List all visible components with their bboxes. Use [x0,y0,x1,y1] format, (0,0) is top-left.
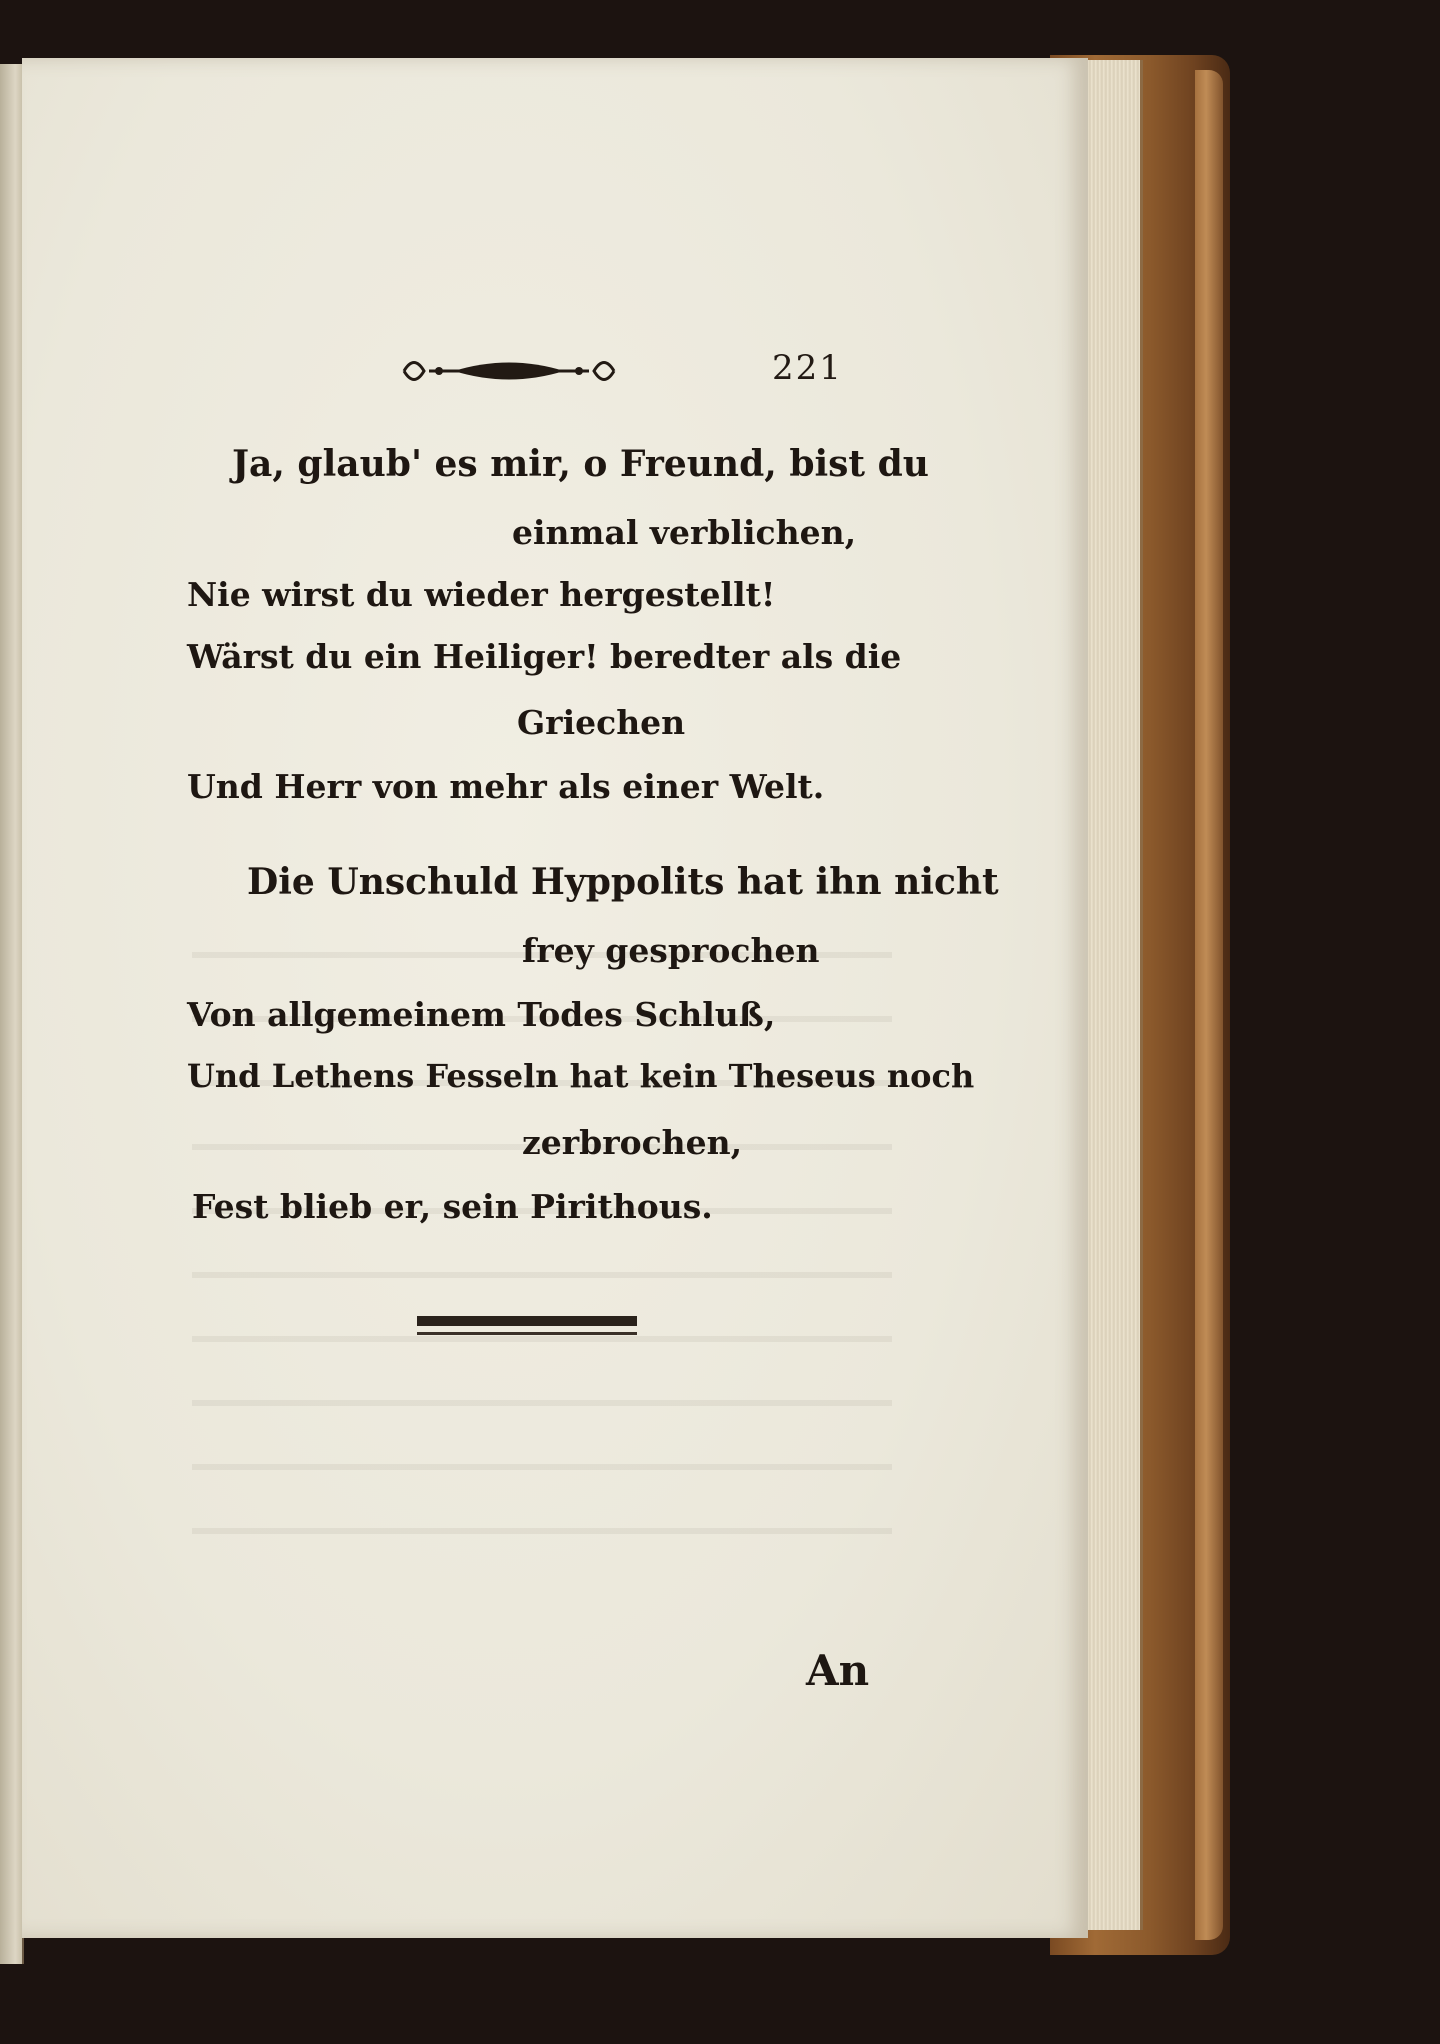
section-divider-thick [417,1316,637,1326]
page-header [22,338,1088,398]
page-block-edge [1080,60,1143,1930]
poem-line: Ja, glaub' es mir, o Freund, bist du [232,443,929,485]
ornament-icon [394,346,624,396]
section-divider-thin [417,1332,637,1335]
poem-line: frey gesprochen [522,931,820,970]
facing-page-edge [0,64,24,1964]
poem-line: einmal verblichen, [512,513,857,552]
poem-line: Und Herr von mehr als einer Welt. [187,767,825,806]
poem-line: Griechen [517,703,686,742]
book-page [22,58,1088,1938]
cover-edge [1195,70,1223,1940]
poem-line: Wärst du ein Heiliger! beredter als die [187,637,902,676]
poem-line: zerbrochen, [522,1123,743,1162]
poem-line: Die Unschuld Hyppolits hat ihn nicht [247,861,999,903]
poem-line: Von allgemeinem Todes Schluß, [187,995,776,1034]
catchword: An [806,1646,870,1695]
poem-line: Nie wirst du wieder hergestellt! [187,575,776,614]
page-number: 221 [772,348,843,388]
poem-line: Fest blieb er, sein Pirithous. [192,1187,713,1226]
poem-line: Und Lethens Fesseln hat kein Theseus noch [187,1057,975,1095]
